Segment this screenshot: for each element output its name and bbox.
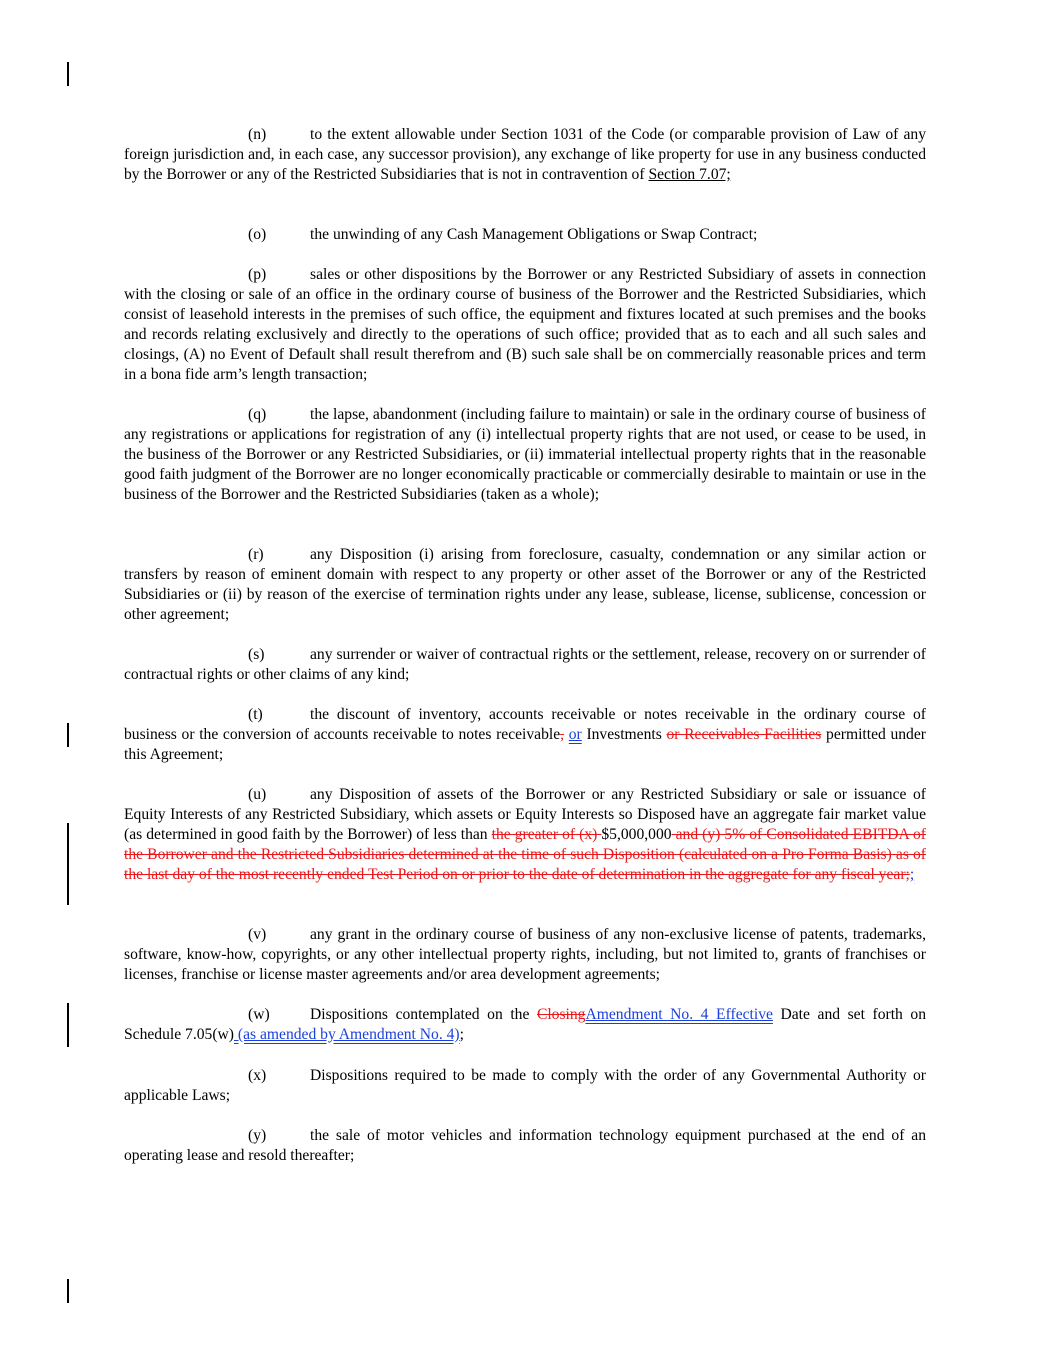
paragraph-label: (q) — [248, 406, 267, 423]
paragraph-text: any surrender or waiver of contractual rights or the settlement, release, recovery on or surrender of contractual rights or other claims of any kind; — [124, 646, 926, 683]
deleted-text: Closing — [536, 1006, 586, 1023]
paragraph-o — [124, 225, 926, 245]
change-bar-top — [67, 62, 69, 86]
paragraph-label: (u) — [248, 786, 267, 803]
paragraph-label: (x) — [248, 1067, 267, 1084]
paragraph-r — [124, 545, 926, 625]
paragraph-v — [124, 925, 926, 985]
paragraph-p — [124, 265, 926, 385]
paragraph-text: Dispositions required to be made to comply with the order of any Governmental Authority or applicable Laws; — [124, 1067, 926, 1104]
inserted-text: (as amended by Amendment No. 4) — [234, 1026, 460, 1043]
paragraph-text: to the extent allowable under Section 1031 of the Code (or comparable provision of Law of any foreign jurisdiction and, in each case, any successor provision), any exchange of like property for use in any business conducted by the Borrower or any of the Restricted Subsidiaries that is not in contravention of — [124, 126, 926, 183]
inserted-text: Amendment No. 4 Effective — [585, 1006, 773, 1023]
paragraph-text: the unwinding of any Cash Management Obligations or Swap Contract; — [310, 226, 758, 243]
paragraph-text: the discount of inventory, accounts receivable or notes receivable in the ordinary course of business or the conversion of accounts receivable to notes receivable — [124, 706, 926, 743]
paragraph-s — [124, 645, 926, 685]
deleted-text: and (y) 5% of Consolidated EBITDA of the Borrower and the Restricted Subsidiaries determined at the time of such Disposition (calculated on a Pro Forma Basis) as of the last day of the most recently ended Test Period on or prior to the date of determination in the aggregate for any fiscal year; — [124, 826, 926, 883]
change-bar-t — [67, 723, 69, 747]
paragraph-text: Dispositions contemplated on the — [310, 1006, 537, 1023]
paragraph-text: ; — [459, 1026, 464, 1043]
paragraph-label: (y) — [248, 1127, 267, 1144]
paragraph-t — [124, 705, 926, 765]
paragraph-text: the sale of motor vehicles and information technology equipment purchased at the end of an operating lease and resold thereafter; — [124, 1127, 926, 1164]
deleted-text: the greater of (x) — [491, 826, 602, 843]
paragraph-text: any Disposition of assets of the Borrower or any Restricted Subsidiary or sale or issuance of Equity Interests of any Restricted Subsidiary, which assets or Equity Interests so Disposed have an aggregate fair market value (as determined in good faith by the Borrower) of less than — [124, 786, 926, 843]
paragraph-q — [124, 405, 926, 505]
paragraph-text: any Disposition (i) arising from foreclosure, casualty, condemnation or any similar action or transfers by reason of eminent domain with respect to any property or other asset of the Borrower or any of the Restricted Subsidiaries or (ii) by reason of the exercise of termination rights under any lease, sublease, license, sublicense, concession or other agreement; — [124, 546, 926, 623]
inserted-text: or — [568, 726, 582, 743]
paragraph-label: (o) — [248, 226, 267, 243]
paragraph-label: (v) — [248, 926, 267, 943]
paragraph-text: Investments — [586, 726, 662, 743]
inserted-text: ; — [909, 866, 915, 883]
change-bar-w — [67, 1003, 69, 1047]
paragraph-x — [124, 1066, 926, 1106]
paragraph-label: (r) — [248, 546, 264, 563]
paragraph-label: (w) — [248, 1006, 270, 1023]
paragraph-label: (p) — [248, 266, 267, 283]
paragraph-label: (n) — [248, 126, 267, 143]
paragraph-text: permitted under this Agreement; — [124, 726, 926, 763]
deleted-text: , — [560, 726, 565, 743]
paragraph-text: Date and set forth on Schedule 7.05(w) — [124, 1006, 926, 1043]
paragraph-u — [124, 785, 926, 885]
section-reference: Section 7.07; — [648, 166, 731, 183]
change-bar-u — [67, 823, 69, 905]
paragraph-text: any grant in the ordinary course of business of any non-exclusive license of patents, trademarks, software, know-how, copyrights, or any other intellectual property rights, including, but not limited to, grants of franchises or licenses, franchise or license master agreements and/or area development agreements; — [124, 926, 926, 983]
change-bar-bottom — [67, 1279, 69, 1303]
paragraph-label: (t) — [248, 706, 263, 723]
paragraph-y — [124, 1126, 926, 1166]
paragraph-amount: $5,000,000 — [601, 826, 672, 843]
paragraph-label: (s) — [248, 646, 265, 663]
paragraph-text: sales or other dispositions by the Borrower or any Restricted Subsidiary of assets in connection with the closing or sale of an office in the ordinary course of business of the Borrower and the Restricted Subsidiaries, which consist of leasehold interests in the premises of such office, the equipment and fixtures located at such premises and the books and records relating exclusively and directly to the operations of such office; provided that as to each and all such sales and closings, (A) no Event of Default shall result therefrom and (B) such sale shall be on commercially reasonable prices and term in a bona fide arm’s length transaction; — [124, 266, 926, 383]
paragraph-text: the lapse, abandonment (including failure to maintain) or sale in the ordinary course of business of any registrations or applications for registration of any (i) intellectual property rights that are not used, or cease to be used, in the business of the Borrower or any Restricted Subsidiaries, or (ii) immaterial intellectual property rights that in the reasonable good faith judgment of the Borrower are no longer economically practicable or commercially desirable to maintain or use in the business of the Borrower and the Restricted Subsidiaries (taken as a whole); — [124, 406, 926, 503]
paragraph-n — [124, 125, 926, 185]
deleted-text: or Receivables Facilities — [666, 726, 822, 743]
paragraph-w — [124, 1005, 926, 1045]
